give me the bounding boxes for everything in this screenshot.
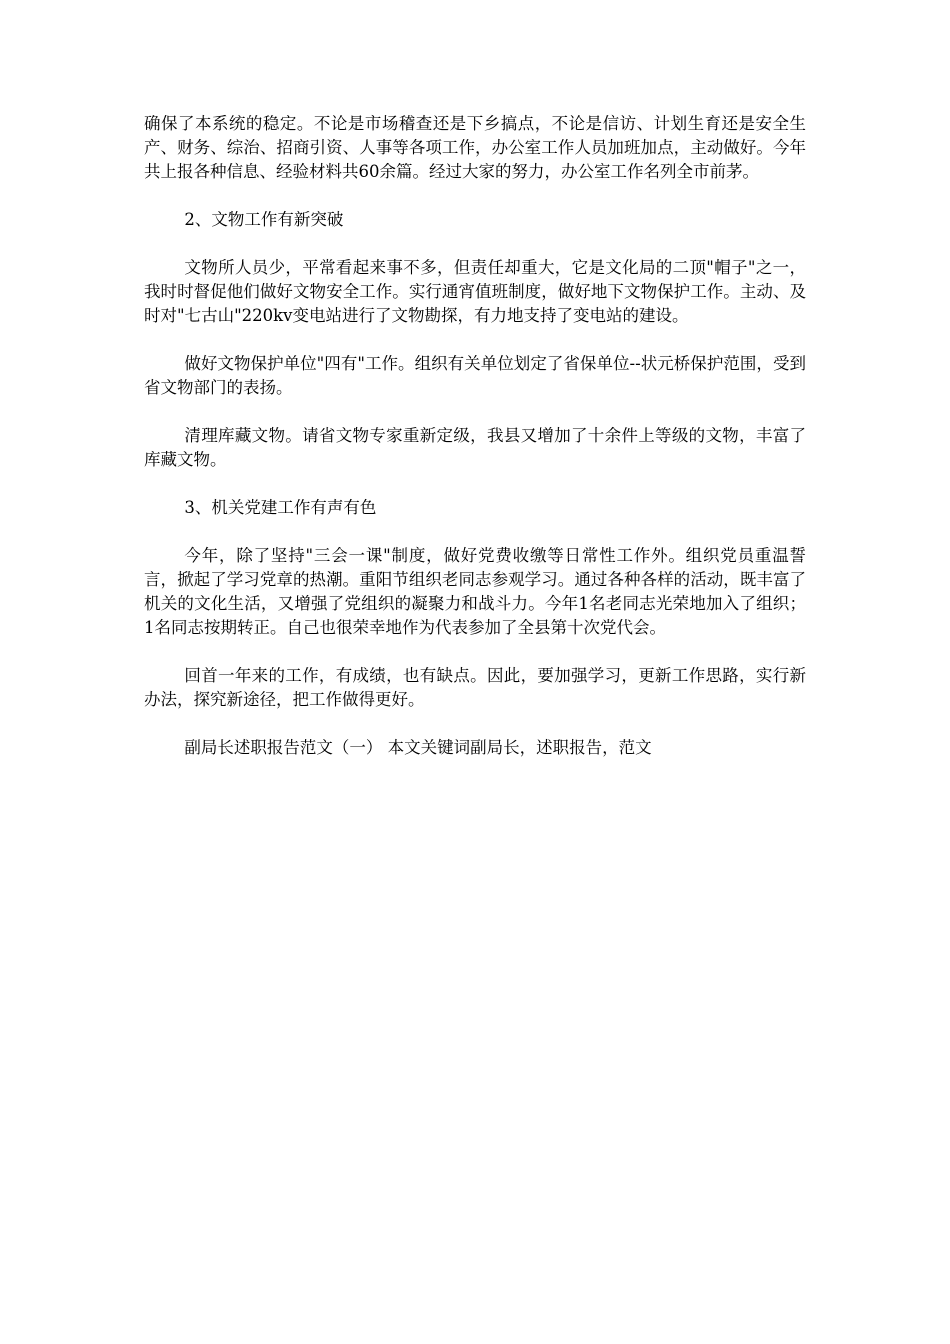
paragraph-office-work: 确保了本系统的稳定。不论是市场稽查还是下乡搞点，不论是信访、计划生育还是安全生产、财务、综治、招商引资、人事等各项工作，办公室工作人员加班加点，主动做好。今年共上报各种信息、经验材料共60余篇。经过大家的努力，办公室工作名列全市前茅。: [144, 114, 806, 181]
paragraph-keywords-footer: 副局长述职报告范文（一） 本文关键词副局长，述职报告，范文: [184, 738, 652, 757]
document-page: [144, 112, 806, 784]
paragraph-relics-inventory: 清理库藏文物。请省文物专家重新定级，我县又增加了十余件上等级的文物，丰富了库藏文物。: [144, 426, 806, 469]
section-heading-party-building: 3、机关党建工作有声有色: [184, 498, 377, 517]
section-heading-cultural-relics: 2、文物工作有新突破: [184, 210, 344, 229]
paragraph-relics-protection-units: 做好文物保护单位"四有"工作。组织有关单位划定了省保单位--状元桥保护范围，受到省文物部门的表扬。: [144, 354, 806, 397]
paragraph-conclusion: 回首一年来的工作，有成绩，也有缺点。因此，要加强学习，更新工作思路，实行新办法，探究新途径，把工作做得更好。: [144, 666, 806, 709]
paragraph-party-building: 今年，除了坚持"三会一课"制度，做好党费收缴等日常性工作外。组织党员重温誓言，掀起了学习党章的热潮。重阳节组织老同志参观学习。通过各种各样的活动，既丰富了机关的文化生活，又增强了党组织的凝聚力和战斗力。今年1名老同志光荣地加入了组织；1名同志按期转正。自己也很荣幸地作为代表参加了全县第十次党代会。: [144, 546, 806, 637]
paragraph-relics-safety: 文物所人员少，平常看起来事不多，但责任却重大，它是文化局的二顶"帽子"之一，我时时督促他们做好文物安全工作。实行通宵值班制度，做好地下文物保护工作。主动、及时对"七古山"220kv变电站进行了文物勘探，有力地支持了变电站的建设。: [144, 258, 806, 325]
